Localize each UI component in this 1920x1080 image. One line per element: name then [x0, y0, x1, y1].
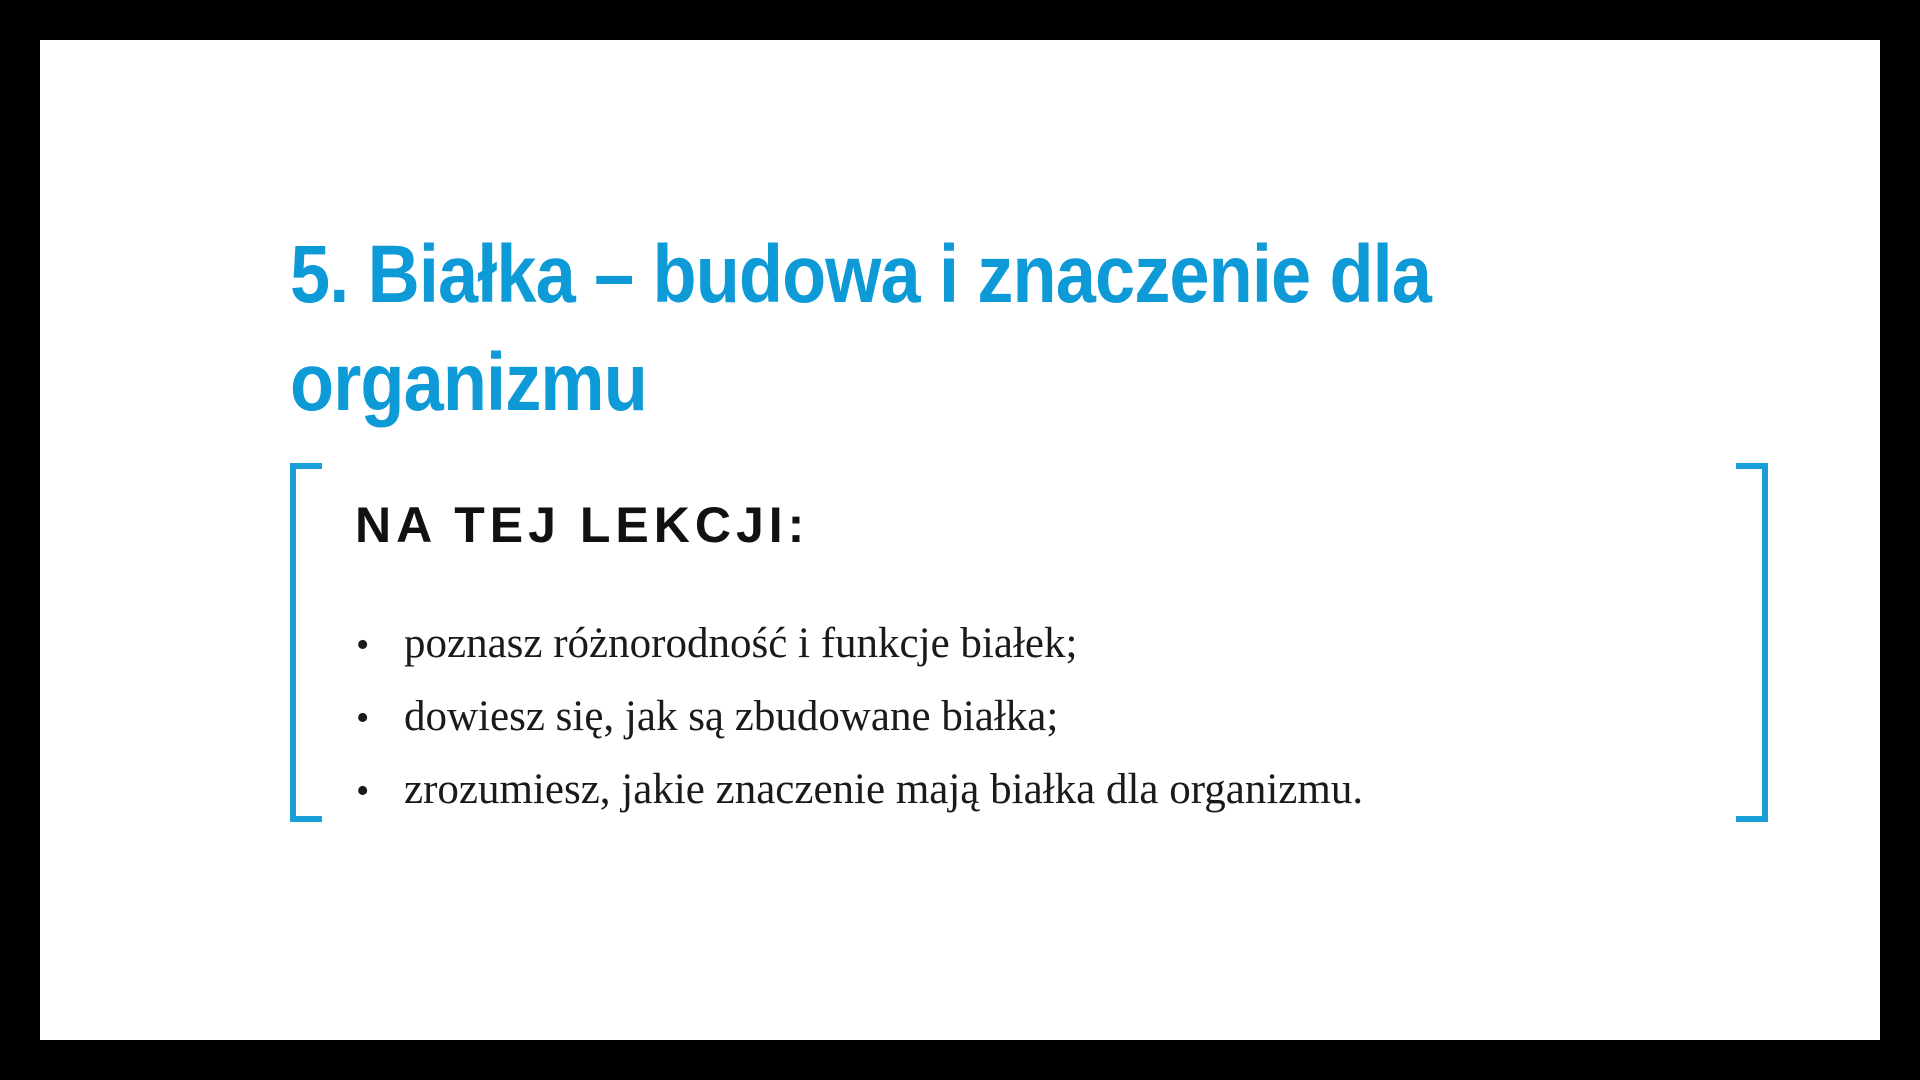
lesson-bullet-list: [356, 607, 1363, 826]
bullet-dot-icon: •: [356, 770, 370, 812]
page-title-line-1: 5. Białka – budowa i znaczenie dla: [290, 229, 1432, 320]
slide-canvas: [40, 40, 1880, 1040]
list-item: [356, 680, 1363, 753]
bullet-dot-icon: •: [356, 697, 370, 739]
page-title-line-2: organizmu: [290, 337, 647, 428]
list-item: [356, 607, 1363, 680]
lesson-heading: NA TEJ LEKCJI:: [355, 497, 810, 553]
list-item-text: zrozumiesz, jakie znaczenie mają białka dla organizmu.: [404, 766, 1364, 813]
page-title: [290, 221, 1431, 437]
list-item-text: poznasz różnorodność i funkcje białek;: [404, 620, 1078, 667]
list-item: [356, 753, 1363, 826]
bullet-dot-icon: •: [356, 624, 370, 666]
bracket-left-decoration: [290, 463, 322, 822]
bracket-right-decoration: [1736, 463, 1768, 822]
list-item-text: dowiesz się, jak są zbudowane białka;: [404, 693, 1059, 740]
